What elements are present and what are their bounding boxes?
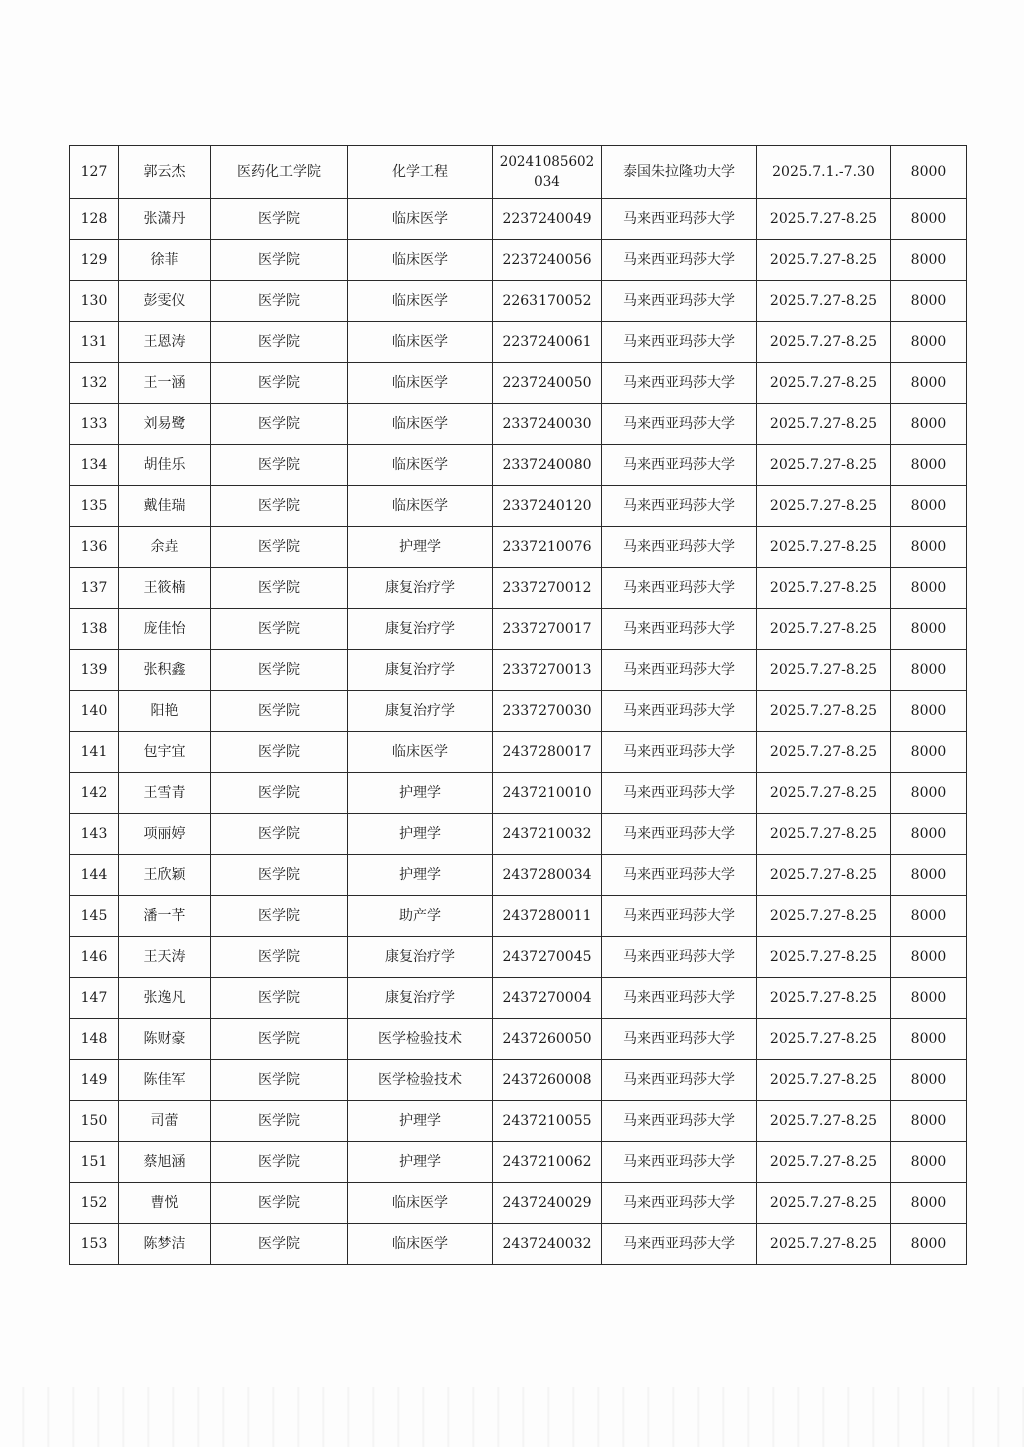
period-cell: 2025.7.27-8.25	[757, 814, 891, 855]
period-cell: 2025.7.27-8.25	[757, 445, 891, 486]
major-cell: 康复治疗学	[348, 978, 493, 1019]
amount-cell: 8000	[891, 1101, 967, 1142]
row-number-cell: 150	[70, 1101, 119, 1142]
major-cell: 临床医学	[348, 445, 493, 486]
university-cell: 马来西亚玛莎大学	[602, 568, 757, 609]
major-cell: 临床医学	[348, 1224, 493, 1265]
student-id-cell: 2437280017	[493, 732, 602, 773]
table-row	[70, 732, 967, 773]
college-cell: 医学院	[211, 1019, 348, 1060]
row-number-cell: 141	[70, 732, 119, 773]
amount-cell: 8000	[891, 568, 967, 609]
student-name-cell: 张逸凡	[119, 978, 211, 1019]
student-name-cell: 戴佳瑞	[119, 486, 211, 527]
university-cell: 马来西亚玛莎大学	[602, 609, 757, 650]
major-cell: 临床医学	[348, 199, 493, 240]
student-name-cell: 彭雯仪	[119, 281, 211, 322]
major-cell: 助产学	[348, 896, 493, 937]
period-cell: 2025.7.27-8.25	[757, 1019, 891, 1060]
student-id-cell: 2437270004	[493, 978, 602, 1019]
college-cell: 医学院	[211, 1060, 348, 1101]
college-cell: 医学院	[211, 568, 348, 609]
table-row	[70, 650, 967, 691]
amount-cell: 8000	[891, 1060, 967, 1101]
college-cell: 医学院	[211, 978, 348, 1019]
period-cell: 2025.7.27-8.25	[757, 486, 891, 527]
college-cell: 医学院	[211, 363, 348, 404]
college-cell: 医学院	[211, 1101, 348, 1142]
university-cell: 马来西亚玛莎大学	[602, 732, 757, 773]
table-row	[70, 527, 967, 568]
scan-artifact-strip	[0, 1387, 1024, 1447]
college-cell: 医学院	[211, 240, 348, 281]
university-cell: 马来西亚玛莎大学	[602, 1019, 757, 1060]
college-cell: 医学院	[211, 937, 348, 978]
major-cell: 护理学	[348, 855, 493, 896]
row-number-cell: 142	[70, 773, 119, 814]
amount-cell: 8000	[891, 773, 967, 814]
student-name-cell: 司蕾	[119, 1101, 211, 1142]
period-cell: 2025.7.27-8.25	[757, 568, 891, 609]
row-number-cell: 129	[70, 240, 119, 281]
major-cell: 康复治疗学	[348, 650, 493, 691]
university-cell: 马来西亚玛莎大学	[602, 322, 757, 363]
row-number-cell: 145	[70, 896, 119, 937]
student-name-cell: 陈佳军	[119, 1060, 211, 1101]
major-cell: 护理学	[348, 814, 493, 855]
college-cell: 医学院	[211, 1142, 348, 1183]
table-row	[70, 146, 967, 199]
student-name-cell: 阳艳	[119, 691, 211, 732]
major-cell: 临床医学	[348, 404, 493, 445]
table-row	[70, 855, 967, 896]
student-name-cell: 刘易鹭	[119, 404, 211, 445]
major-cell: 临床医学	[348, 1183, 493, 1224]
student-name-cell: 张潇丹	[119, 199, 211, 240]
table-row	[70, 363, 967, 404]
table-row	[70, 404, 967, 445]
row-number-cell: 146	[70, 937, 119, 978]
table-row	[70, 896, 967, 937]
college-cell: 医学院	[211, 896, 348, 937]
student-id-cell: 2437210032	[493, 814, 602, 855]
row-number-cell: 136	[70, 527, 119, 568]
table-row	[70, 1101, 967, 1142]
student-id-cell: 2437240032	[493, 1224, 602, 1265]
university-cell: 马来西亚玛莎大学	[602, 404, 757, 445]
row-number-cell: 127	[70, 146, 119, 199]
period-cell: 2025.7.27-8.25	[757, 322, 891, 363]
table-row	[70, 486, 967, 527]
college-cell: 医学院	[211, 486, 348, 527]
period-cell: 2025.7.27-8.25	[757, 404, 891, 445]
table-row	[70, 1060, 967, 1101]
period-cell: 2025.7.27-8.25	[757, 363, 891, 404]
university-cell: 马来西亚玛莎大学	[602, 978, 757, 1019]
university-cell: 马来西亚玛莎大学	[602, 1101, 757, 1142]
university-cell: 马来西亚玛莎大学	[602, 1060, 757, 1101]
university-cell: 马来西亚玛莎大学	[602, 1183, 757, 1224]
student-name-cell: 蔡旭涵	[119, 1142, 211, 1183]
table-row	[70, 978, 967, 1019]
amount-cell: 8000	[891, 322, 967, 363]
amount-cell: 8000	[891, 978, 967, 1019]
major-cell: 医学检验技术	[348, 1019, 493, 1060]
student-id-cell: 2237240050	[493, 363, 602, 404]
row-number-cell: 152	[70, 1183, 119, 1224]
major-cell: 医学检验技术	[348, 1060, 493, 1101]
student-id-cell: 2337270012	[493, 568, 602, 609]
college-cell: 医学院	[211, 1224, 348, 1265]
student-id-cell: 2263170052	[493, 281, 602, 322]
student-name-cell: 陈财豪	[119, 1019, 211, 1060]
college-cell: 医学院	[211, 281, 348, 322]
college-cell: 医学院	[211, 855, 348, 896]
student-name-cell: 张积鑫	[119, 650, 211, 691]
row-number-cell: 132	[70, 363, 119, 404]
student-name-cell: 项丽婷	[119, 814, 211, 855]
table-row	[70, 1224, 967, 1265]
roster-body	[70, 146, 967, 1265]
student-id-cell: 2237240056	[493, 240, 602, 281]
major-cell: 康复治疗学	[348, 937, 493, 978]
table-row	[70, 281, 967, 322]
student-name-cell: 陈梦洁	[119, 1224, 211, 1265]
student-name-cell: 包宇宜	[119, 732, 211, 773]
college-cell: 医学院	[211, 199, 348, 240]
student-id-cell: 2437210010	[493, 773, 602, 814]
table-row	[70, 568, 967, 609]
amount-cell: 8000	[891, 1019, 967, 1060]
amount-cell: 8000	[891, 650, 967, 691]
amount-cell: 8000	[891, 527, 967, 568]
college-cell: 医学院	[211, 609, 348, 650]
table-row	[70, 773, 967, 814]
university-cell: 马来西亚玛莎大学	[602, 814, 757, 855]
college-cell: 医药化工学院	[211, 146, 348, 199]
row-number-cell: 133	[70, 404, 119, 445]
university-cell: 马来西亚玛莎大学	[602, 937, 757, 978]
table-row	[70, 691, 967, 732]
table-row	[70, 609, 967, 650]
amount-cell: 8000	[891, 732, 967, 773]
student-id-cell: 2337240080	[493, 445, 602, 486]
major-cell: 临床医学	[348, 732, 493, 773]
row-number-cell: 147	[70, 978, 119, 1019]
college-cell: 医学院	[211, 650, 348, 691]
student-id-cell: 2337210076	[493, 527, 602, 568]
amount-cell: 8000	[891, 404, 967, 445]
student-roster-table	[69, 145, 967, 1265]
student-name-cell: 王筱楠	[119, 568, 211, 609]
university-cell: 马来西亚玛莎大学	[602, 1142, 757, 1183]
amount-cell: 8000	[891, 1183, 967, 1224]
college-cell: 医学院	[211, 445, 348, 486]
period-cell: 2025.7.27-8.25	[757, 240, 891, 281]
period-cell: 2025.7.27-8.25	[757, 855, 891, 896]
major-cell: 临床医学	[348, 240, 493, 281]
row-number-cell: 140	[70, 691, 119, 732]
row-number-cell: 128	[70, 199, 119, 240]
student-name-cell: 潘一芊	[119, 896, 211, 937]
table-row	[70, 1019, 967, 1060]
student-id-cell: 2437260008	[493, 1060, 602, 1101]
amount-cell: 8000	[891, 691, 967, 732]
major-cell: 护理学	[348, 773, 493, 814]
student-name-cell: 郭云杰	[119, 146, 211, 199]
table-row	[70, 1183, 967, 1224]
student-id-cell: 2337240030	[493, 404, 602, 445]
table-row	[70, 937, 967, 978]
amount-cell: 8000	[891, 445, 967, 486]
amount-cell: 8000	[891, 814, 967, 855]
row-number-cell: 135	[70, 486, 119, 527]
student-id-cell: 2437270045	[493, 937, 602, 978]
student-name-cell: 徐菲	[119, 240, 211, 281]
university-cell: 马来西亚玛莎大学	[602, 445, 757, 486]
table-row	[70, 199, 967, 240]
row-number-cell: 138	[70, 609, 119, 650]
row-number-cell: 134	[70, 445, 119, 486]
major-cell: 护理学	[348, 1142, 493, 1183]
amount-cell: 8000	[891, 281, 967, 322]
row-number-cell: 153	[70, 1224, 119, 1265]
row-number-cell: 143	[70, 814, 119, 855]
row-number-cell: 148	[70, 1019, 119, 1060]
student-id-cell: 2437280034	[493, 855, 602, 896]
period-cell: 2025.7.27-8.25	[757, 937, 891, 978]
major-cell: 康复治疗学	[348, 609, 493, 650]
table-row	[70, 445, 967, 486]
college-cell: 医学院	[211, 691, 348, 732]
major-cell: 临床医学	[348, 363, 493, 404]
amount-cell: 8000	[891, 240, 967, 281]
college-cell: 医学院	[211, 814, 348, 855]
student-id-cell: 2237240049	[493, 199, 602, 240]
major-cell: 化学工程	[348, 146, 493, 199]
student-name-cell: 胡佳乐	[119, 445, 211, 486]
student-id-cell: 2337240120	[493, 486, 602, 527]
college-cell: 医学院	[211, 322, 348, 363]
major-cell: 康复治疗学	[348, 568, 493, 609]
row-number-cell: 131	[70, 322, 119, 363]
college-cell: 医学院	[211, 404, 348, 445]
student-name-cell: 王雪青	[119, 773, 211, 814]
period-cell: 2025.7.27-8.25	[757, 281, 891, 322]
row-number-cell: 130	[70, 281, 119, 322]
period-cell: 2025.7.27-8.25	[757, 732, 891, 773]
period-cell: 2025.7.27-8.25	[757, 691, 891, 732]
student-name-cell: 王天涛	[119, 937, 211, 978]
university-cell: 马来西亚玛莎大学	[602, 650, 757, 691]
student-id-cell: 2437280011	[493, 896, 602, 937]
college-cell: 医学院	[211, 527, 348, 568]
college-cell: 医学院	[211, 773, 348, 814]
period-cell: 2025.7.27-8.25	[757, 650, 891, 691]
amount-cell: 8000	[891, 896, 967, 937]
major-cell: 临床医学	[348, 322, 493, 363]
university-cell: 马来西亚玛莎大学	[602, 240, 757, 281]
period-cell: 2025.7.27-8.25	[757, 527, 891, 568]
university-cell: 马来西亚玛莎大学	[602, 199, 757, 240]
row-number-cell: 144	[70, 855, 119, 896]
student-id-cell: 2337270013	[493, 650, 602, 691]
period-cell: 2025.7.27-8.25	[757, 199, 891, 240]
major-cell: 临床医学	[348, 281, 493, 322]
period-cell: 2025.7.27-8.25	[757, 1101, 891, 1142]
student-id-cell: 2437260050	[493, 1019, 602, 1060]
student-name-cell: 曹悦	[119, 1183, 211, 1224]
amount-cell: 8000	[891, 1224, 967, 1265]
major-cell: 护理学	[348, 1101, 493, 1142]
student-id-cell: 2437240029	[493, 1183, 602, 1224]
period-cell: 2025.7.27-8.25	[757, 609, 891, 650]
student-id-cell: 2437210055	[493, 1101, 602, 1142]
amount-cell: 8000	[891, 855, 967, 896]
amount-cell: 8000	[891, 363, 967, 404]
college-cell: 医学院	[211, 732, 348, 773]
university-cell: 马来西亚玛莎大学	[602, 363, 757, 404]
period-cell: 2025.7.27-8.25	[757, 773, 891, 814]
college-cell: 医学院	[211, 1183, 348, 1224]
amount-cell: 8000	[891, 486, 967, 527]
student-id-cell: 2437210062	[493, 1142, 602, 1183]
university-cell: 马来西亚玛莎大学	[602, 691, 757, 732]
period-cell: 2025.7.27-8.25	[757, 896, 891, 937]
university-cell: 马来西亚玛莎大学	[602, 896, 757, 937]
amount-cell: 8000	[891, 199, 967, 240]
university-cell: 马来西亚玛莎大学	[602, 486, 757, 527]
major-cell: 护理学	[348, 527, 493, 568]
student-name-cell: 庞佳怡	[119, 609, 211, 650]
period-cell: 2025.7.27-8.25	[757, 1142, 891, 1183]
university-cell: 马来西亚玛莎大学	[602, 281, 757, 322]
table-row	[70, 814, 967, 855]
amount-cell: 8000	[891, 609, 967, 650]
university-cell: 马来西亚玛莎大学	[602, 527, 757, 568]
student-id-cell: 2337270030	[493, 691, 602, 732]
period-cell: 2025.7.27-8.25	[757, 1060, 891, 1101]
period-cell: 2025.7.1.-7.30	[757, 146, 891, 199]
student-name-cell: 王欣颖	[119, 855, 211, 896]
row-number-cell: 139	[70, 650, 119, 691]
major-cell: 康复治疗学	[348, 691, 493, 732]
student-id-cell: 20241085602 034	[493, 146, 602, 199]
university-cell: 马来西亚玛莎大学	[602, 855, 757, 896]
student-id-cell: 2337270017	[493, 609, 602, 650]
period-cell: 2025.7.27-8.25	[757, 1183, 891, 1224]
row-number-cell: 137	[70, 568, 119, 609]
major-cell: 临床医学	[348, 486, 493, 527]
amount-cell: 8000	[891, 146, 967, 199]
student-id-cell: 2237240061	[493, 322, 602, 363]
student-name-cell: 王恩涛	[119, 322, 211, 363]
student-name-cell: 余垚	[119, 527, 211, 568]
table-row	[70, 322, 967, 363]
period-cell: 2025.7.27-8.25	[757, 1224, 891, 1265]
row-number-cell: 149	[70, 1060, 119, 1101]
university-cell: 马来西亚玛莎大学	[602, 1224, 757, 1265]
university-cell: 泰国朱拉隆功大学	[602, 146, 757, 199]
amount-cell: 8000	[891, 1142, 967, 1183]
university-cell: 马来西亚玛莎大学	[602, 773, 757, 814]
table-row	[70, 1142, 967, 1183]
period-cell: 2025.7.27-8.25	[757, 978, 891, 1019]
table-row	[70, 240, 967, 281]
amount-cell: 8000	[891, 937, 967, 978]
row-number-cell: 151	[70, 1142, 119, 1183]
student-name-cell: 王一涵	[119, 363, 211, 404]
